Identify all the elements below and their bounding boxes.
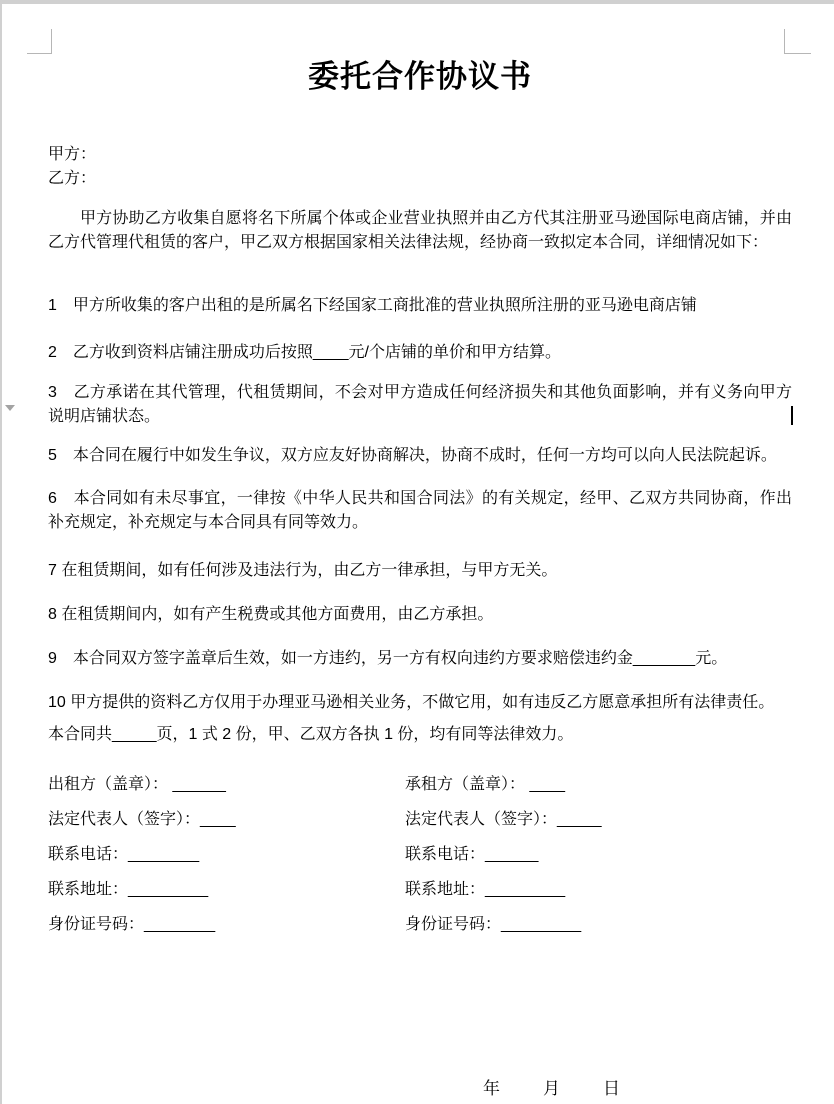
clause-paragraph-6[interactable]: 6 本合同如有未尽事宜，一律按《中华人民共和国合同法》的有关规定，经甲、乙双方共同协商，作出补充规定，补充规定与本合同具有同等效力。 (48, 490, 792, 531)
signature-row-id-number (48, 913, 792, 937)
party-b-line[interactable]: 乙方： (48, 170, 97, 187)
clause-paragraph-7[interactable]: 7 在租赁期间，如有任何涉及违法行为，由乙方一律承担，与甲方无关。 (48, 562, 558, 579)
clause-paragraph-10[interactable]: 10 甲方提供的资料乙方仅用于办理亚马逊相关业务，不做它用，如有违反乙方愿意承担所有法律责任。 (48, 694, 775, 711)
clause-paragraph-5[interactable]: 5 本合同在履行中如发生争议，双方应友好协商解决，协商不成时，任何一方均可以向人民法院起诉。 (48, 447, 777, 464)
signature-section (48, 773, 792, 937)
lessor-phone-field[interactable]: 联系电话：________ (48, 846, 200, 863)
clause-paragraph-3[interactable]: 3 乙方承诺在其代管理，代租赁期间，不会对甲方造成任何经济损失和其他负面影响，并有义务向甲方说明店铺状态。 (48, 384, 792, 425)
intro-paragraph[interactable]: 甲方协助乙方收集自愿将名下所属个体或企业营业执照并由乙方代其注册亚马逊国际电商店铺，并由乙方代管理代租赁的客户，甲乙双方根据国家相关法律法规，经协商一致拟定本合同，详细情况如下： (48, 210, 792, 251)
lessor-seal-field[interactable]: 出租方（盖章）： ______ (48, 776, 226, 793)
lessee-address-field[interactable]: 联系地址：_________ (405, 881, 566, 898)
party-block (48, 143, 792, 191)
party-a-line[interactable]: 甲方： (48, 146, 97, 163)
document-title[interactable]: 委托合作协议书 (308, 59, 532, 94)
document-content (48, 4, 792, 948)
clause-paragraph-8[interactable]: 8 在租赁期间内，如有产生税费或其他方面费用，由乙方承担。 (48, 606, 494, 623)
signature-row-address (48, 878, 792, 902)
lessee-seal-field[interactable]: 承租方（盖章）： ____ (405, 776, 566, 793)
lessor-id-number-field[interactable]: 身份证号码：________ (48, 916, 216, 933)
copies-line[interactable]: 本合同共_____页，1 式 2 份，甲、乙双方各执 1 份，均有同等法律效力。 (48, 726, 574, 743)
lessee-id-number-field[interactable]: 身份证号码：_________ (405, 916, 582, 933)
text-cursor (791, 406, 793, 425)
date-line[interactable]: 年 月 日 (483, 1079, 633, 1098)
signature-row-representative (48, 808, 792, 832)
clause-paragraph-1[interactable]: 1 甲方所收集的客户出租的是所属名下经国家工商批准的营业执照所注册的亚马逊电商店铺 (48, 297, 697, 314)
signature-row-seal (48, 773, 792, 797)
collapse-triangle-icon[interactable] (5, 405, 15, 411)
signature-row-phone (48, 843, 792, 867)
clause-paragraph-2[interactable]: 2 乙方收到资料店铺注册成功后按照____元/个店铺的单价和甲方结算。 (48, 344, 561, 361)
lessee-phone-field[interactable]: 联系电话：______ (405, 846, 539, 863)
lessor-address-field[interactable]: 联系地址：_________ (48, 881, 209, 898)
document-page[interactable] (2, 4, 834, 1104)
lessee-representative-field[interactable]: 法定代表人（签字）：_____ (405, 811, 602, 828)
clause-paragraph-9[interactable]: 9 本合同双方签字盖章后生效，如一方违约，另一方有权向违约方要求赔偿违约金_______元。 (48, 650, 728, 667)
lessor-representative-field[interactable]: 法定代表人（签字）：____ (48, 811, 236, 828)
